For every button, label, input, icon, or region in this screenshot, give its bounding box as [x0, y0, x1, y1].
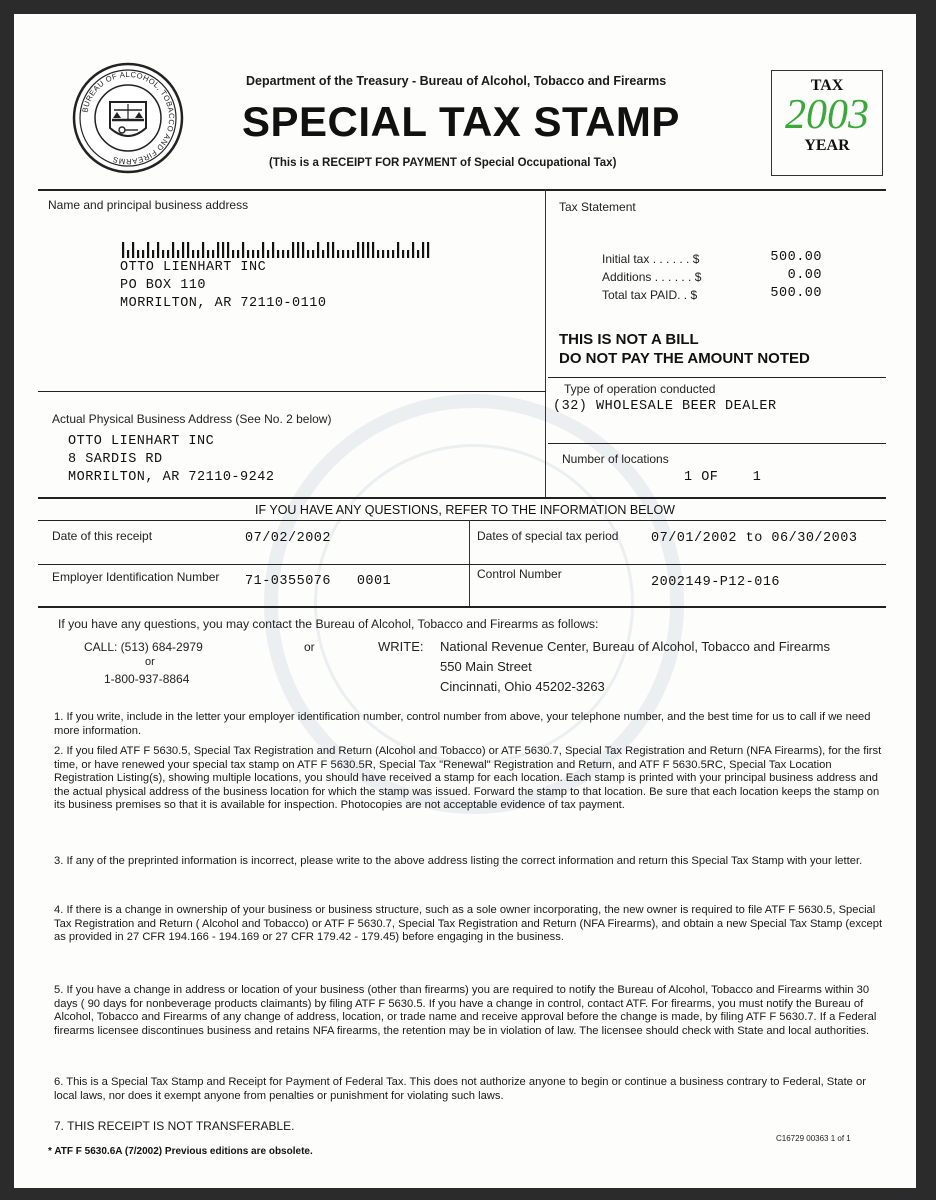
- operation-value: (32) WHOLESALE BEER DEALER: [553, 399, 777, 414]
- physical-address-line1: OTTO LIENHART INC: [68, 434, 215, 449]
- rule-locations-top: [548, 443, 886, 444]
- physical-address-line3: MORRILTON, AR 72110-9242: [68, 470, 275, 485]
- tax-period-value: 07/01/2002 to 06/30/2003: [651, 531, 858, 546]
- contact-intro: If you have any questions, you may contact the Bureau of Alcohol, Tobacco and Firearms as follows:: [58, 617, 599, 631]
- do-not-pay-notice: DO NOT PAY THE AMOUNT NOTED: [559, 350, 810, 367]
- initial-tax-label: Initial tax . . . . . . $: [602, 252, 700, 266]
- footer-form-number: * ATF F 5630.6A (7/2002) Previous editions are obsolete.: [48, 1146, 313, 1157]
- control-number-value: 2002149-P12-016: [651, 575, 781, 590]
- questions-banner: IF YOU HAVE ANY QUESTIONS, REFER TO THE INFORMATION BELOW: [255, 503, 675, 517]
- rule-fields-mid: [38, 564, 886, 565]
- paragraph-4: 4. If there is a change in ownership of your business or business structure, such as a sole owner incorporating, the new owner is required to file ATF F 5630.5, Special Tax Registration and Return ( Alcohol and Tobacco) or ATF F 5630.7, Special Tax Registration and Return (NFA Firearms), and obtain a new Special Tax Stamp (except as provided in 27 CFR 194.166 - 194.169 or 27 CFR 179.42 - 179.45) before engaging in the business.: [54, 904, 883, 944]
- contact-or-1: or: [145, 656, 155, 668]
- paragraph-5: 5. If you have a change in address or location of your business (other than firearms) you are required to notify the Bureau of Alcohol, Tobacco and Firearms within 30 days ( 90 days for nonbeverage products claimants) by filing ATF F 5630.5. If you have a change in control, contact ATF. For firearms, you must notify the Bureau of Alcohol, Tobacco and Firearms of any change of address, location, or trade name and receive approval before the change is made, by filing ATF F 5630.7. If a Federal firearms licensee discontinues business and retains NFA firearms, the retention may be in violation of law. The licensee should check with State and local authorities.: [54, 984, 877, 1037]
- page-subtitle: (This is a RECEIPT FOR PAYMENT of Special Occupational Tax): [269, 157, 617, 169]
- rule-fields-bottom: [38, 606, 886, 608]
- ein-value: 71-0355076 0001: [245, 574, 392, 589]
- contact-write-line1: National Revenue Center, Bureau of Alcohol, Tobacco and Firearms: [440, 639, 830, 654]
- treasury-seal-icon: [72, 62, 184, 174]
- principal-address-line2: PO BOX 110: [120, 278, 207, 293]
- tax-year-bottom-label: YEAR: [804, 137, 850, 154]
- tax-statement-label: Tax Statement: [559, 200, 636, 214]
- footer-code: C16729 00363 1 of 1: [776, 1134, 851, 1143]
- contact-write-line3: Cincinnati, Ohio 45202-3263: [440, 679, 605, 694]
- seal-text: BUREAU OF ALCOHOL, TOBACCO AND FIREARMS: [80, 69, 177, 167]
- principal-address-line3: MORRILTON, AR 72110-0110: [120, 296, 327, 311]
- paragraph-1: 1. If you write, include in the letter your employer identification number, control number from above, your telephone number, and the best time for us to call if we need more information.: [54, 711, 871, 737]
- contact-write-label: WRITE:: [378, 639, 424, 654]
- contact-call: CALL: (513) 684-2979: [84, 640, 203, 654]
- physical-address-label: Actual Physical Business Address (See No. 2 below): [52, 412, 332, 426]
- rule-physical-top: [38, 391, 546, 392]
- locations-value: 1 OF 1: [684, 470, 762, 485]
- department-name: Department of the Treasury - Bureau of Alcohol, Tobacco and Firearms: [246, 74, 667, 88]
- tax-period-label: Dates of special tax period: [477, 529, 619, 543]
- ein-label: Employer Identification Number: [52, 570, 220, 584]
- principal-address-line1: OTTO LIENHART INC: [120, 260, 267, 275]
- rule-mid-vertical: [545, 189, 546, 497]
- paragraph-3: 3. If any of the preprinted information is incorrect, please write to the above address listing the correct information and return this Special Tax Stamp with your letter.: [54, 855, 863, 867]
- tax-year-box: [771, 70, 883, 176]
- contact-or-2: or: [304, 640, 315, 654]
- receipt-date-value: 07/02/2002: [245, 531, 332, 546]
- operation-label: Type of operation conducted: [564, 382, 716, 396]
- paragraph-7: 7. THIS RECEIPT IS NOT TRANSFERABLE.: [54, 1119, 295, 1133]
- page-title: SPECIAL TAX STAMP: [242, 98, 680, 145]
- tax-stamp-document: [14, 14, 916, 1188]
- rule-top: [38, 189, 886, 191]
- total-tax-label: Total tax PAID. . $: [602, 288, 698, 302]
- rule-banner-top: [38, 497, 886, 499]
- receipt-date-label: Date of this receipt: [52, 529, 153, 543]
- rule-fields-vertical: [469, 520, 470, 606]
- initial-tax-value: 500.00: [770, 250, 822, 265]
- name-address-label: Name and principal business address: [48, 198, 249, 212]
- additions-label: Additions . . . . . . $: [602, 270, 702, 284]
- total-tax-value: 500.00: [770, 286, 822, 301]
- additions-value: 0.00: [787, 268, 822, 283]
- physical-address-line2: 8 SARDIS RD: [68, 452, 163, 467]
- paragraph-6: 6. This is a Special Tax Stamp and Receipt for Payment of Federal Tax. This does not authorize anyone to begin or continue a business contrary to Federal, State or local laws, nor does it exempt anyone from penalties or punishment for violating such laws.: [54, 1076, 866, 1102]
- paragraph-2: 2. If you filed ATF F 5630.5, Special Tax Registration and Return (Alcohol and Tobacco) or ATF 5630.7, Special Tax Registration and Return (NFA Firearms), for the first time, or have renewed your special tax stamp on ATF F 5630.5R, Special Tax "Renewal" Registration and Return, and ATF F 5630.5RC, Special Tax Location Registration Listing(s), showing multiple locations, you should have received a stamp for each location. Each stamp is printed with your principal business address and the actual physical address of the business location for which the stamp was issued. Forward the stamp to that location. Be sure that each location keeps the stamp on its business premises so that it is available for inspection. Photocopies are not acceptable evidence of tax payment.: [54, 745, 882, 812]
- rule-banner-bottom: [38, 520, 886, 521]
- tax-year-value: 2003: [785, 92, 869, 138]
- contact-write-line2: 550 Main Street: [440, 659, 532, 674]
- tax-year-top-label: TAX: [810, 77, 844, 94]
- control-number-label: Control Number: [477, 567, 562, 581]
- footer-form-text: ATF F 5630.6A (7/2002) Previous editions are obsolete.: [54, 1146, 313, 1157]
- postal-barcode-icon: [122, 242, 432, 258]
- contact-tollfree: 1-800-937-8864: [104, 672, 190, 686]
- not-a-bill-notice: THIS IS NOT A BILL: [559, 331, 699, 348]
- locations-label: Number of locations: [562, 452, 669, 466]
- rule-operation-top: [548, 377, 886, 378]
